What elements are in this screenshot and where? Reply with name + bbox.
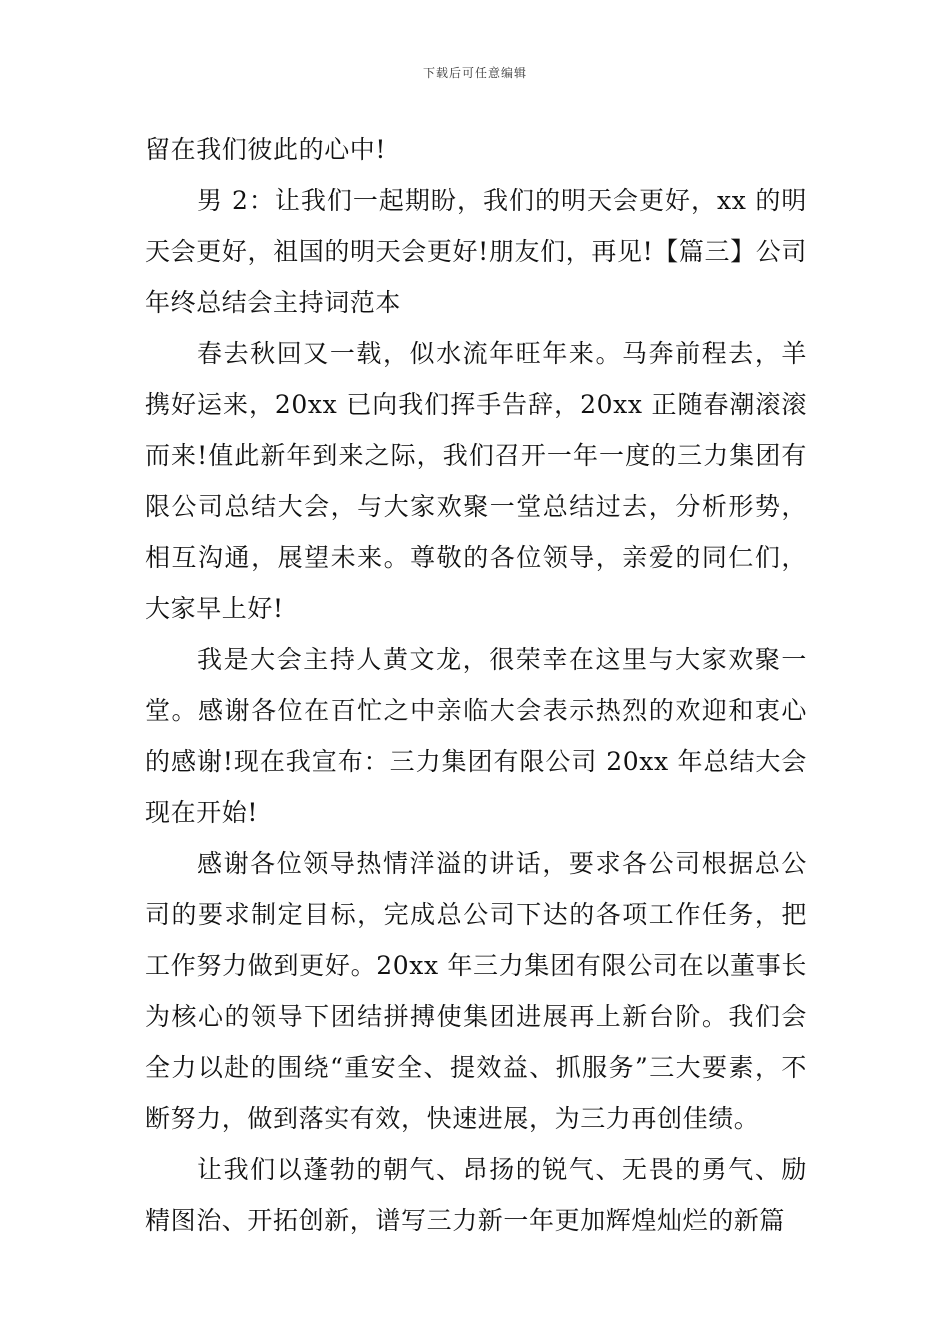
paragraph-3: 春去秋回又一载，似水流年旺年来。马奔前程去，羊携好运来，20xx 已向我们挥手告辞，20xx 正随春潮滚滚而来!值此新年到来之际，我们召开一年一度的三力集团有限公司总结大会，与大家欢聚一堂总结过去，分析形势，相互沟通，展望未来。尊敬的各位领导，亲爱的同仁们，大家早上好!	[145, 339, 807, 623]
paragraph-6: 让我们以蓬勃的朝气、昂扬的锐气、无畏的勇气、励精图治、开拓创新，谱写三力新一年更加辉煌灿烂的新篇	[145, 1155, 807, 1235]
paragraph-2: 男 2：让我们一起期盼，我们的明天会更好，xx 的明天会更好，祖国的明天会更好!朋友们，再见!【篇三】公司年终总结会主持词范本	[145, 186, 807, 317]
paragraph-4: 我是大会主持人黄文龙，很荣幸在这里与大家欢聚一堂。感谢各位在百忙之中亲临大会表示热烈的欢迎和衷心的感谢!现在我宣布：三力集团有限公司 20xx 年总结大会现在开始!	[145, 645, 807, 827]
paragraph-1: 留在我们彼此的心中!	[145, 135, 387, 164]
document-body	[145, 124, 807, 1246]
page-header-note: 下载后可任意编辑	[422, 66, 527, 80]
paragraph-5: 感谢各位领导热情洋溢的讲话，要求各公司根据总公司的要求制定目标，完成总公司下达的各项工作任务，把工作努力做到更好。20xx 年三力集团有限公司在以董事长为核心的领导下团结拼搏使集团进展再上新台阶。我们会全力以赴的围绕“重安全、提效益、抓服务”三大要素，不断努力，做到落实有效，快速进展，为三力再创佳绩。	[145, 849, 807, 1133]
